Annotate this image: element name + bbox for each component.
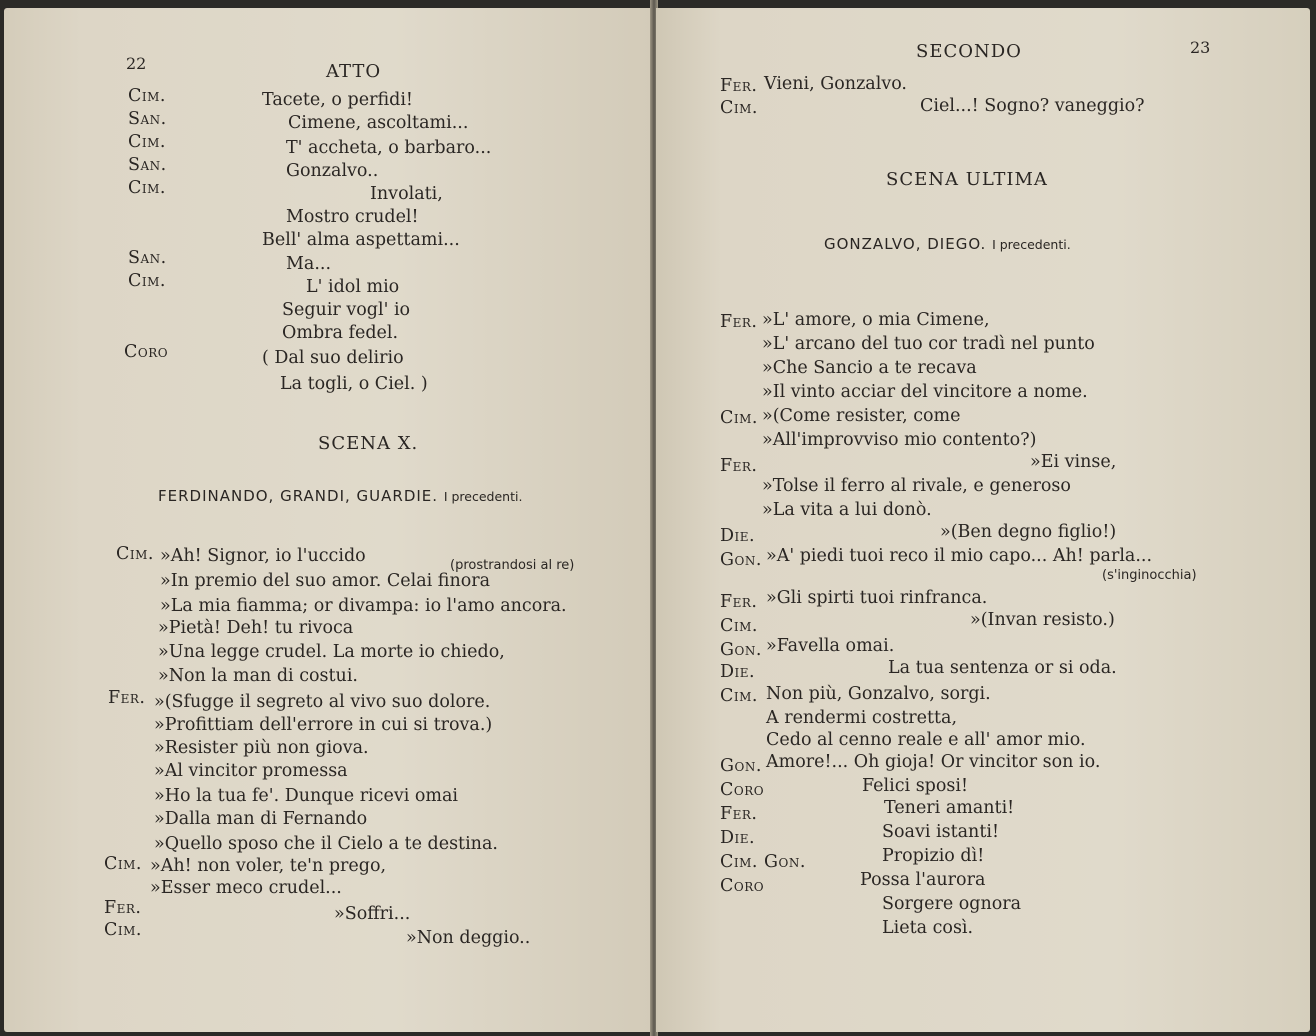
verse-line: »Il vinto acciar del vincitore a nome. [762, 382, 1088, 402]
verse-line: Ma... [286, 254, 332, 274]
speaker: Cim. [720, 408, 758, 428]
verse-line: Cimene, ascoltami... [288, 113, 469, 133]
verse-line: »Quello sposo che il Cielo a te destina. [154, 834, 498, 854]
verse-line: Amore!... Oh gioja! Or vincitor son io. [766, 752, 1101, 772]
verse-line: Gonzalvo.. [286, 161, 379, 181]
verse-line: Seguir vogl' io [282, 300, 411, 320]
speaker: Fer. [720, 312, 758, 332]
right-page [656, 8, 1310, 1032]
verse-line: Ombra fedel. [282, 323, 399, 343]
verse-line: »Ei vinse, [1030, 452, 1117, 472]
verse-line: »La mia fiamma; or divampa: io l'amo ancora. [160, 596, 567, 616]
verse-line: »Che Sancio a te recava [762, 358, 977, 378]
speaker: San. [128, 248, 167, 268]
verse-line: »Una legge crudel. La morte io chiedo, [158, 642, 505, 662]
verse-line: Involati, [370, 184, 443, 204]
speaker: Gon. [720, 550, 762, 570]
verse-line: T' accheta, o barbaro... [286, 138, 492, 158]
verse-line: Ciel...! Sogno? vaneggio? [920, 96, 1145, 116]
verse-line: »Ah! non voler, te'n prego, [150, 856, 387, 876]
speaker: Fer. [108, 688, 146, 708]
speaker: Cim. [104, 920, 142, 940]
running-head: ATTO [326, 61, 382, 82]
speaker: Cim. [116, 544, 154, 564]
verse-line: »Gli spirti tuoi rinfranca. [766, 588, 988, 608]
verse-line: »L' arcano del tuo cor tradì nel punto [762, 334, 1095, 354]
speaker: Die. [720, 526, 756, 546]
speaker: Gon. [720, 756, 762, 776]
verse-line: »Esser meco crudel... [150, 878, 342, 898]
speaker: Cim. [720, 686, 758, 706]
verse-line: Non più, Gonzalvo, sorgi. [766, 684, 991, 704]
verse-line: »Non la man di costui. [158, 666, 358, 686]
verse-line: Tacete, o perfidi! [262, 90, 413, 110]
verse-line: »La vita a lui donò. [762, 500, 932, 520]
verse-line: »Non deggio.. [406, 928, 531, 948]
speaker: Fer. [720, 456, 758, 476]
speaker: Cim. [128, 271, 166, 291]
cast-list: GONZALVO, DIEGO. I precedenti. [824, 235, 1071, 253]
verse-line: ( Dal suo delirio [262, 348, 404, 368]
verse-line: »Favella omai. [766, 636, 895, 656]
verse-line: »In premio del suo amor. Celai finora [160, 571, 491, 591]
left-page [4, 8, 652, 1032]
stage-direction: (s'inginocchia) [1102, 568, 1197, 583]
verse-line: Teneri amanti! [884, 798, 1015, 818]
verse-line: La togli, o Ciel. ) [280, 374, 428, 394]
speaker: Coro [720, 780, 765, 800]
verse-line: »Ho la tua fe'. Dunque ricevi omai [154, 786, 459, 806]
speaker: San. [128, 109, 167, 129]
verse-line: Vieni, Gonzalvo. [764, 74, 907, 94]
speaker: Fer. [104, 898, 142, 918]
speaker: Cim. [720, 616, 758, 636]
speaker: Cim. [720, 98, 758, 118]
speaker: Fer. [720, 76, 758, 96]
verse-line: »Resister più non giova. [154, 738, 369, 758]
verse-line: »(Come resister, come [762, 406, 961, 426]
page-number: 23 [1190, 38, 1211, 57]
speaker: Coro [720, 876, 765, 896]
verse-line: »Tolse il ferro al rivale, e generoso [762, 476, 1071, 496]
verse-line: »Profittiam dell'errore in cui si trova.) [154, 715, 493, 735]
stage-direction: (prostrandosi al re) [450, 558, 575, 573]
speaker: Coro [124, 342, 169, 362]
verse-line: »(Sfugge il segreto al vivo suo dolore. [154, 692, 491, 712]
verse-line: »Dalla man di Fernando [154, 809, 368, 829]
verse-line: »Pietà! Deh! tu rivoca [158, 618, 354, 638]
verse-line: »Ah! Signor, io l'uccido [160, 546, 366, 566]
verse-line: Lieta così. [882, 918, 974, 938]
verse-line: Soavi istanti! [882, 822, 999, 842]
verse-line: Possa l'aurora [860, 870, 986, 890]
speaker: Fer. [720, 592, 758, 612]
verse-line: Mostro crudel! [286, 207, 419, 227]
running-head: SECONDO [916, 41, 1022, 62]
speaker: Cim. Gon. [720, 852, 806, 872]
scene-heading: SCENA ULTIMA [886, 169, 1048, 190]
verse-line: Sorgere ognora [882, 894, 1022, 914]
verse-line: Bell' alma aspettami... [262, 230, 460, 250]
speaker: Fer. [720, 804, 758, 824]
verse-line: Propizio dì! [882, 846, 985, 866]
scene-heading: SCENA X. [318, 433, 419, 454]
speaker: Die. [720, 662, 756, 682]
verse-line: »A' piedi tuoi reco il mio capo... Ah! parla... [766, 546, 1153, 566]
verse-line: »Al vincitor promessa [154, 761, 348, 781]
speaker: Cim. [104, 854, 142, 874]
verse-line: L' idol mio [306, 277, 400, 297]
verse-line: Felici sposi! [862, 776, 969, 796]
speaker: Cim. [128, 132, 166, 152]
speaker: Cim. [128, 86, 166, 106]
verse-line: »(Invan resisto.) [970, 610, 1115, 630]
verse-line: »L' amore, o mia Cimene, [762, 310, 990, 330]
speaker: Cim. [128, 178, 166, 198]
speaker: Gon. [720, 640, 762, 660]
verse-line: »All'improvviso mio contento?) [762, 430, 1037, 450]
speaker: Die. [720, 828, 756, 848]
verse-line: »Soffri... [334, 904, 411, 924]
verse-line: Cedo al cenno reale e all' amor mio. [766, 730, 1086, 750]
verse-line: La tua sentenza or si oda. [888, 658, 1117, 678]
verse-line: »(Ben degno figlio!) [940, 522, 1117, 542]
speaker: San. [128, 155, 167, 175]
page-number: 22 [126, 54, 147, 73]
verse-line: A rendermi costretta, [766, 708, 958, 728]
cast-list: FERDINANDO, GRANDI, GUARDIE. I precedenti. [158, 487, 523, 505]
